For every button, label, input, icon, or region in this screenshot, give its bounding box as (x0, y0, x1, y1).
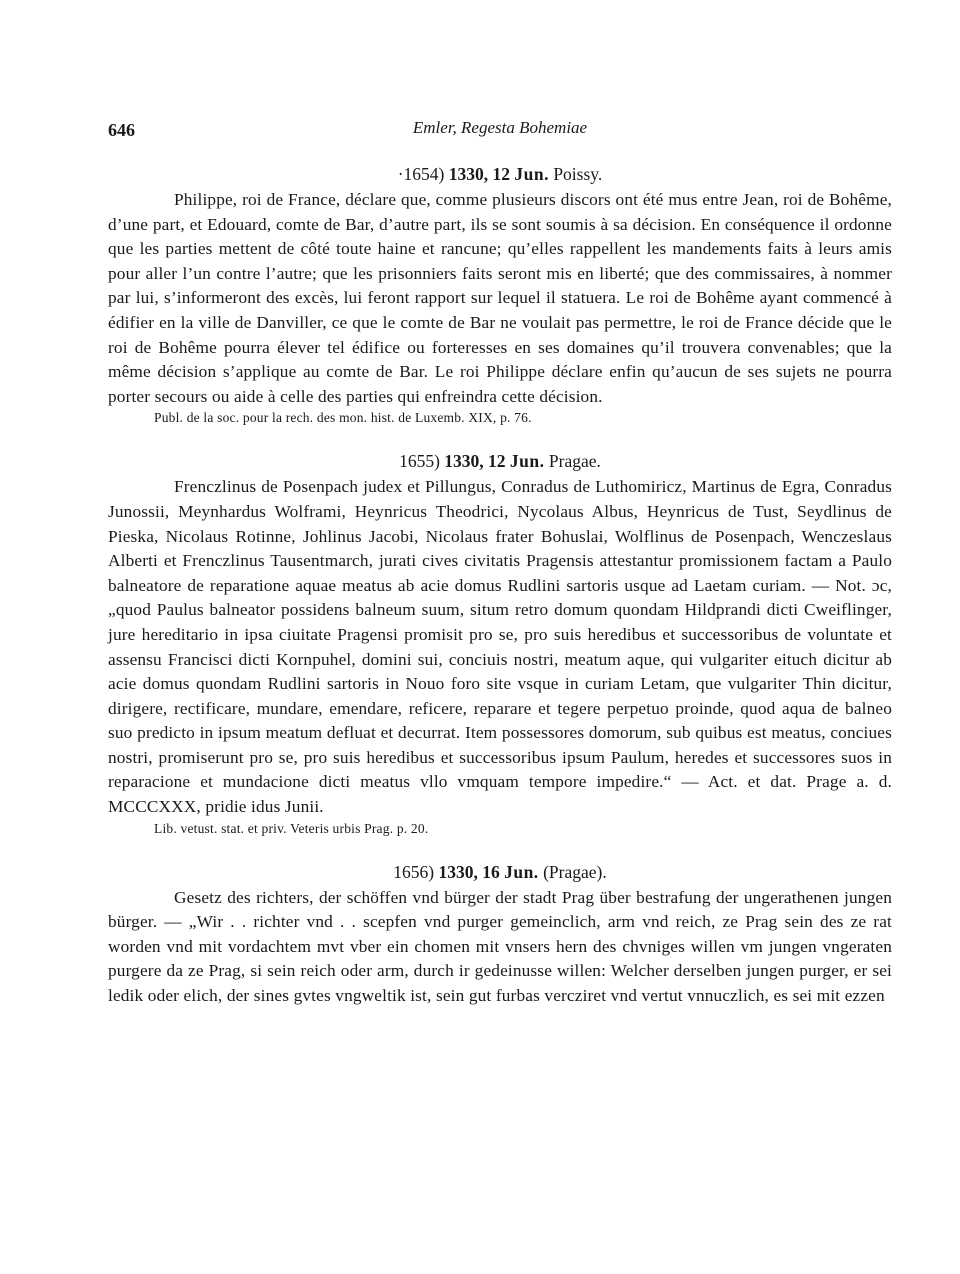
entry-month: Jun. (504, 861, 539, 882)
running-title: Emler, Regesta Bohemiae (412, 118, 588, 137)
regest-entry-1655 (108, 449, 892, 837)
running-head (108, 118, 892, 144)
entry-number: ·1654) (397, 164, 445, 184)
entry-place: Poissy. (553, 164, 603, 184)
entry-place: Pragae. (548, 451, 601, 472)
entry-text: Philippe, roi de France, déclare que, comme plusieurs discors ont été mus entre Jean, roi de Bohême, d’une part, et Edouard, comte de Bar, d’autre part, ils se sont soumis à sa décision. En conséquence il ordonne que les parties mettent de côté toute haine et rancune; qu’elles rappellent les mandements faits à leurs amis pour aller l’un contre l’autre; que les prisonniers faits seront mis en liberté; que des commissaires, à nommer par lui, s’informeront des excès, lui feront rapport sur lequel il statuera. Le roi de Bohême ayant commencé à édifier en la ville de Danviller, ce que le comte de Bar ne voulait pas permettre, le roi de France décide que le roi de Bohême pourra élever tel édifice ou forteresses en ses domaines qu’il trouvera convenables; que la même décision s’applique au comte de Bar. Le roi Philippe déclare enfin qu’aucun de ses sujets ne pourra porter secours ou aide à celle des parties qui enfreindra cette décision. (108, 190, 892, 406)
entry-number: 1655) (399, 451, 440, 472)
entry-date: 1330, 12 (448, 164, 510, 184)
entry-date: 1330, 12 (444, 451, 506, 472)
entry-date: 1330, 16 (438, 861, 500, 882)
entry-text: Frenczlinus de Posenpach judex et Pillungus, Conradus de Luthomiricz, Martinus de Egra, Conradus Junossii, Meynhardus Wolframi, Heynricus Theodrici, Nycolaus Albus, Heynricus de Tust, Seydlinus de Pieska, Nicolaus Rotinne, Johlinus Jacobi, Nicolaus frater Bohuslai, Wolflinus de Posenpach, Wenczeslaus Alberti et Frenczlinus Tausentmarch, jurati cives civitatis Pragensis attestantur promissionem factam a Paulo balneatore de reparatione aquae meatus ab acie domus Rudlini sartoris usque ad Laetam curiam. — Not. ɔc, „quod Paulus balneator possidens balneum suum, situm retro domum quondam Hildprandi dicti Cweiflinger, jure hereditario in ipsa ciuitate Pragensi promisit pro se, pro suis heredibus et successoribus de voluntate et assensu Francisci dicti Kornpuhel, domini sui, conciuis nostri, meatum aque, qui vulgariter eituch dicitur ab acie domus quondam Rudlini sartoris in Nouo foro site vsque in curiam Letam, que vulgariter Thin dicitur, dirigere, rectificare, mundare, emendare, reficere, reparare et tegere perpetuo proinde, quod aqua de balneo suo predicto in ipsum meatum defluat et decurrat. Item possessores domorum, sub quibus est meatus, conciues nostri, promiserunt pro se, pro suis heredibus et successoribus ipsum Paulum, heredes et successores suos in reparacione et mundacione dicti meatus vllo vmquam tempore impedire.“ — Act. et dat. Prage a. d. MCCCXXX, pridie idus Junii. (108, 477, 892, 817)
entry-place: (Pragae). (543, 861, 607, 882)
entry-heading (108, 449, 892, 473)
regest-entry-1656 (108, 860, 892, 1009)
entry-number: 1656) (393, 861, 435, 882)
entry-text: Gesetz des richters, der schöffen vnd bürger der stadt Prag über bestrafung der ungerathenen jungen bürger. — „Wir . . richter vnd . . scepfen vnd purger gemeinclich, arm vnd reich, ze Prag sein des ze rat worden vnd mit vordachtem mvt vber ein chomen mit vnsers hern des chvniges willen vm jungen vngeraten purgere da ze Prag, si sein reich oder arm, durch ir gedeinusse willen: Welcher derselben jungen purger, er sei ledik oder elich, der sines gvtes vngweltik ist, sein gut furbas vercziret vnd vertut vnnuczlich, es sei mit ezzen (108, 887, 892, 1006)
entry-heading (108, 860, 892, 884)
entry-month: Jun. (509, 451, 545, 472)
entry-heading (108, 162, 892, 186)
regest-entry-1654 (108, 162, 892, 427)
page-number: 646 (108, 120, 135, 140)
entry-source: Lib. vetust. stat. et priv. Veteris urbis Prag. p. 20. (154, 820, 429, 836)
entry-month: Jun. (514, 164, 549, 184)
entry-source: Publ. de la soc. pour la rech. des mon. hist. de Luxemb. XIX, p. 76. (154, 410, 532, 426)
document-page (108, 118, 892, 1009)
